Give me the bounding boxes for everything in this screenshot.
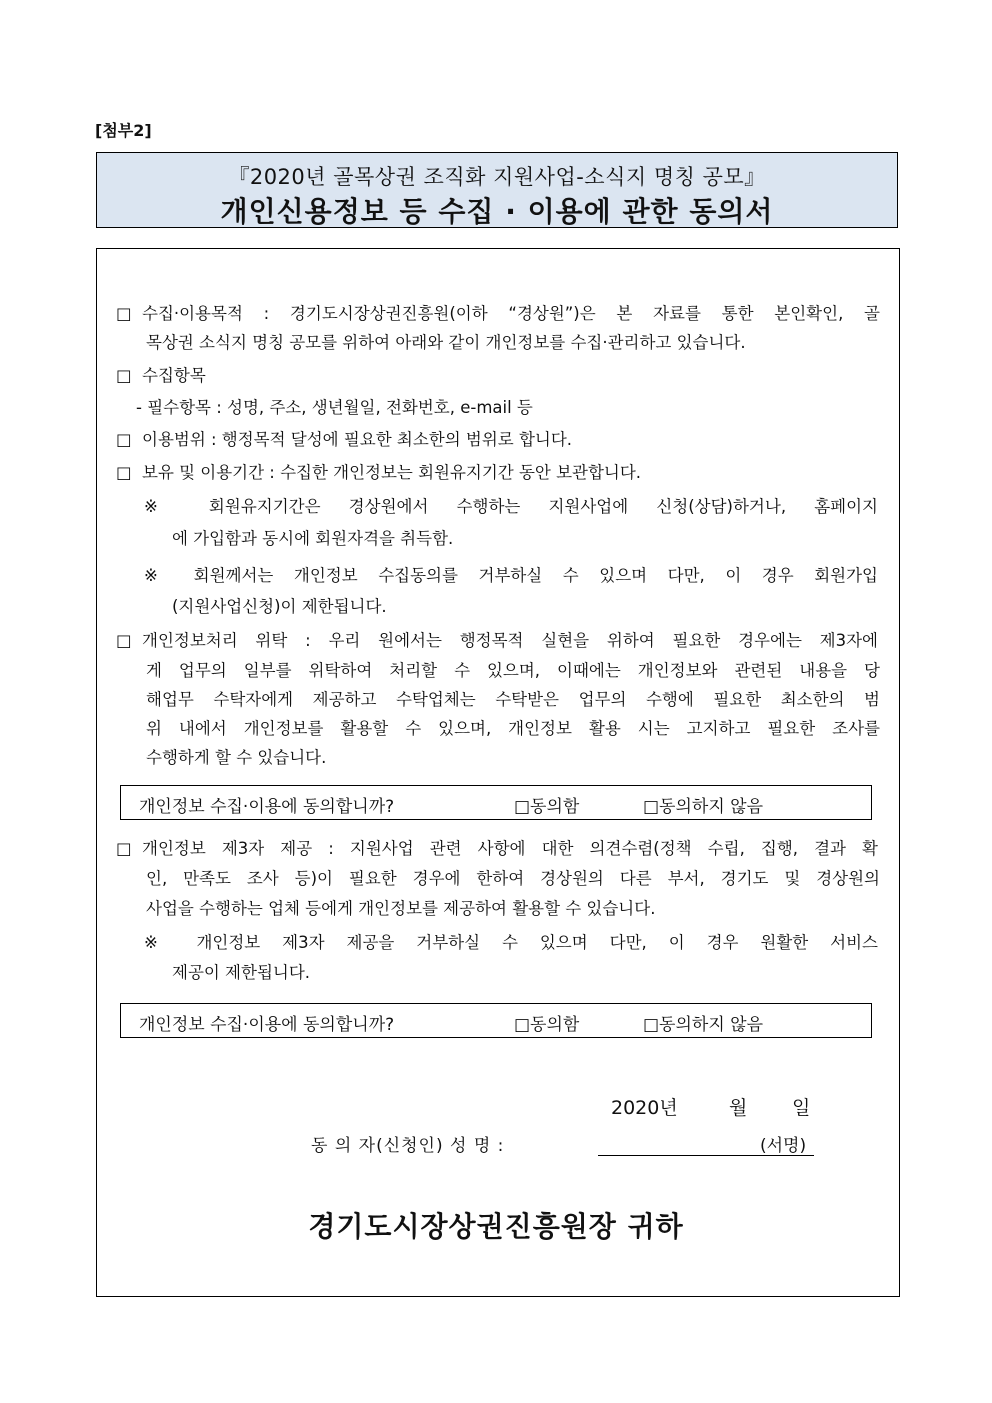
consent-question: 개인정보 수집·이용에 동의합니까? — [139, 1015, 395, 1035]
third-party-line-3: 사업을 수행하는 업체 등에게 개인정보를 제공하여 활용할 수 있습니다. — [146, 899, 656, 918]
outsourcing-line-2: 게 업무의 일부를 위탁하여 처리할 수 있으며, 이때에는 개인정보와 관련된 내용을 당 — [146, 661, 880, 680]
addressee: 경기도시장상권진흥원장 귀하 — [308, 1210, 684, 1243]
note-refusal: ※ 회원께서는 개인정보 수집동의를 거부하실 수 있으며 다만, 이 경우 회원가입 — [144, 566, 878, 585]
date-year: 2020년 — [611, 1097, 678, 1119]
checkbox-bullet-icon: □ — [116, 631, 132, 650]
purpose-item-cont: 목상권 소식지 명칭 공모를 위하여 아래와 같이 개인정보를 수집·관리하고 있습니다. — [146, 333, 746, 352]
agree-checkbox[interactable]: □동의함 — [514, 1015, 580, 1035]
date-month: 월 — [729, 1097, 748, 1119]
date-day: 일 — [792, 1097, 811, 1119]
disagree-checkbox[interactable]: □동의하지 않음 — [643, 797, 763, 817]
scope-item: □ 이용범위 : 행정목적 달성에 필요한 최소한의 범위로 합니다. — [116, 430, 573, 449]
signature-label: (서명) — [760, 1136, 807, 1156]
signer-name-label: 동 의 자(신청인) 성 명 : — [311, 1136, 505, 1156]
title-box — [96, 152, 898, 228]
document-title: 개인신용정보 등 수집 · 이용에 관한 동의서 — [220, 195, 774, 228]
purpose-item: □ 수집·이용목적 : 경기도시장상권진흥원(이하 “경상원”)은 본 자료를 통한 본인확인, 골 — [116, 304, 880, 323]
note-membership-cont: 에 가입함과 동시에 회원자격을 취득함. — [172, 529, 454, 548]
outsourcing-line-3: 해업무 수탁자에게 제공하고 수탁업체는 수탁받은 업무의 수행에 필요한 최소한의 범 — [146, 690, 880, 709]
checkbox-bullet-icon: □ — [116, 839, 132, 858]
items-detail: - 필수항목 : 성명, 주소, 생년월일, 전화번호, e-mail 등 — [136, 398, 533, 417]
note-third-party-refusal-cont: 제공이 제한됩니다. — [172, 963, 311, 982]
consent-collection-box — [120, 785, 872, 820]
consent-third-party-box — [120, 1003, 872, 1038]
note-third-party-refusal: ※ 개인정보 제3자 제공을 거부하실 수 있으며 다만, 이 경우 원활한 서비스 — [144, 933, 878, 952]
checkbox-bullet-icon: □ — [116, 430, 132, 449]
note-membership: ※ 회원유지기간은 경상원에서 수행하는 지원사업에 신청(상담)하거나, 홈페이지 — [144, 497, 878, 516]
agree-checkbox[interactable]: □동의함 — [514, 797, 580, 817]
document-subtitle: 『2020년 골목상권 조직화 지원사업-소식지 명칭 공모』 — [228, 165, 766, 189]
checkbox-bullet-icon: □ — [116, 366, 132, 385]
third-party-line-2: 인, 만족도 조사 등)이 필요한 경우에 한하여 경상원의 다른 부서, 경기도 및 경상원의 — [146, 869, 880, 888]
outsourcing-line-5: 수행하게 할 수 있습니다. — [146, 748, 327, 767]
checkbox-bullet-icon: □ — [116, 304, 132, 323]
consent-question: 개인정보 수집·이용에 동의합니까? — [139, 797, 395, 817]
outsourcing-line-4: 위 내에서 개인정보를 활용할 수 있으며, 개인정보 활용 시는 고지하고 필요한 조사를 — [146, 719, 880, 738]
checkbox-bullet-icon: □ — [116, 463, 132, 482]
third-party-item: □ 개인정보 제3자 제공 : 지원사업 관련 사항에 대한 의견수렴(정책 수립, 집행, 결과 확 — [116, 839, 878, 858]
retention-item: □ 보유 및 이용기간 : 수집한 개인정보는 회원유지기간 동안 보관합니다. — [116, 463, 642, 482]
items-heading: □ 수집항목 — [116, 366, 206, 385]
note-refusal-cont: (지원사업신청)이 제한됩니다. — [172, 597, 387, 616]
outsourcing-item: □ 개인정보처리 위탁 : 우리 원에서는 행정목적 실현을 위하여 필요한 경우에는 제3자에 — [116, 631, 878, 650]
disagree-checkbox[interactable]: □동의하지 않음 — [643, 1015, 763, 1035]
attachment-label: [첨부2] — [95, 121, 152, 140]
